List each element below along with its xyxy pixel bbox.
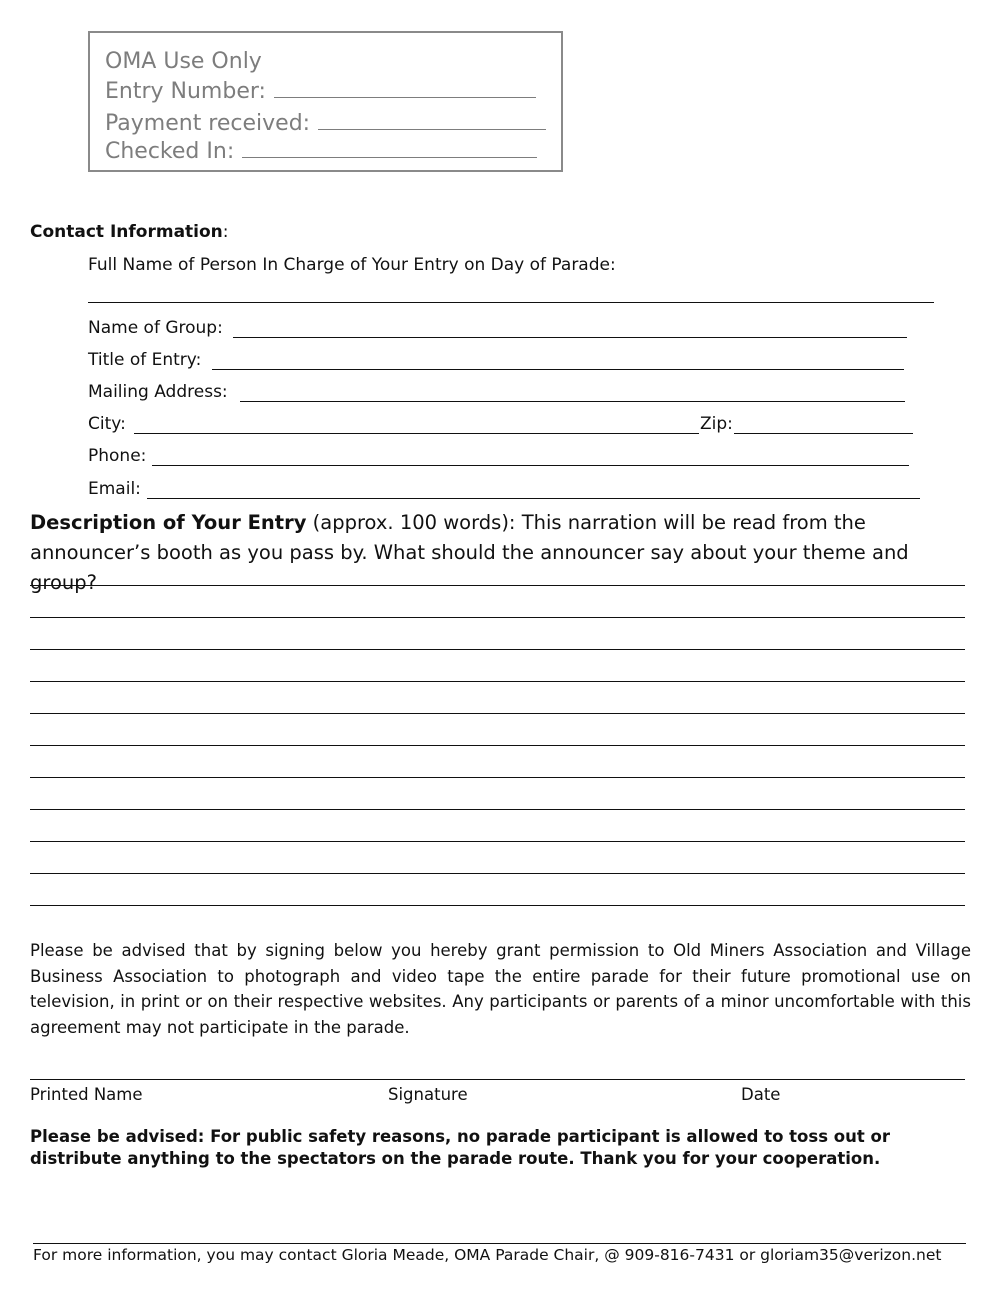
entry-number-blank[interactable]: [274, 77, 536, 98]
entry-number-row: [105, 77, 536, 105]
zip-line[interactable]: [734, 433, 913, 434]
description-line[interactable]: [30, 809, 965, 810]
safety-notice: Please be advised: For public safety reasons, no parade participant is allowed to toss out or distribute anything to the spectators on the parade route. Thank you for your cooperation.: [30, 1127, 890, 1168]
mailing-address-label: Mailing Address:: [88, 382, 228, 402]
city-line[interactable]: [134, 433, 699, 434]
email-label: Email:: [88, 479, 141, 499]
group-name-label: Name of Group:: [88, 318, 223, 338]
oma-title: OMA Use Only: [105, 49, 262, 74]
signature-line[interactable]: [30, 1079, 965, 1080]
checked-in-blank[interactable]: [242, 137, 537, 158]
description-line[interactable]: [30, 681, 965, 682]
description-line[interactable]: [30, 905, 965, 906]
entry-number-label: Entry Number:: [105, 79, 266, 104]
mailing-address-row: [88, 382, 908, 404]
phone-row: [88, 446, 918, 468]
title-of-entry-label: Title of Entry:: [88, 350, 202, 370]
contact-information-heading: [30, 222, 229, 242]
description-line[interactable]: [30, 745, 965, 746]
description-line[interactable]: [30, 841, 965, 842]
phone-label: Phone:: [88, 446, 147, 466]
checked-in-row: [105, 137, 537, 165]
city-zip-row: [88, 414, 918, 436]
full-name-line[interactable]: [88, 302, 934, 303]
description-line[interactable]: [30, 585, 965, 586]
mailing-address-line[interactable]: [240, 401, 905, 402]
title-of-entry-line[interactable]: [212, 369, 904, 370]
footer-rule: [33, 1243, 966, 1244]
payment-received-label: Payment received:: [105, 111, 311, 136]
description-heading: Description of Your Entry: [30, 511, 307, 534]
footer-contact-info: For more information, you may contact Gloria Meade, OMA Parade Chair, @ 909-816-7431 or gloriam35@verizon.net: [33, 1246, 942, 1264]
group-name-line[interactable]: [233, 337, 907, 338]
description-instructions: (approx. 100 words): This narration will be read from the announcer’s booth as you pass by. What should the announcer say about your theme and group?: [30, 511, 909, 594]
date-label: Date: [741, 1085, 781, 1104]
description-line[interactable]: [30, 617, 965, 618]
description-line[interactable]: [30, 873, 965, 874]
contact-heading-colon: :: [222, 222, 229, 242]
payment-received-blank[interactable]: [318, 109, 546, 130]
group-name-row: [88, 318, 908, 340]
email-line[interactable]: [147, 498, 920, 499]
city-label: City:: [88, 414, 126, 434]
checked-in-label: Checked In:: [105, 139, 235, 164]
description-line[interactable]: [30, 777, 965, 778]
zip-label: Zip:: [700, 414, 733, 434]
signature-label: Signature: [388, 1085, 468, 1104]
oma-use-only-box: [88, 31, 563, 172]
email-row: [88, 479, 928, 501]
title-of-entry-row: [88, 350, 908, 372]
printed-name-label: Printed Name: [30, 1085, 143, 1104]
phone-line[interactable]: [152, 465, 909, 466]
payment-received-row: [105, 109, 546, 137]
contact-heading-text: Contact Information: [30, 222, 223, 242]
description-line[interactable]: [30, 649, 965, 650]
photo-permission-text: Please be advised that by signing below you hereby grant permission to Old Miners Association and Village Business Association to photograph and video tape the entire parade for their future promotional use on television, in print or on their respective websites. Any participants or parents of a minor uncomfortable with this agreement may not participate in the parade.: [30, 941, 971, 1037]
description-line[interactable]: [30, 713, 965, 714]
full-name-label: Full Name of Person In Charge of Your Entry on Day of Parade:: [88, 255, 616, 275]
